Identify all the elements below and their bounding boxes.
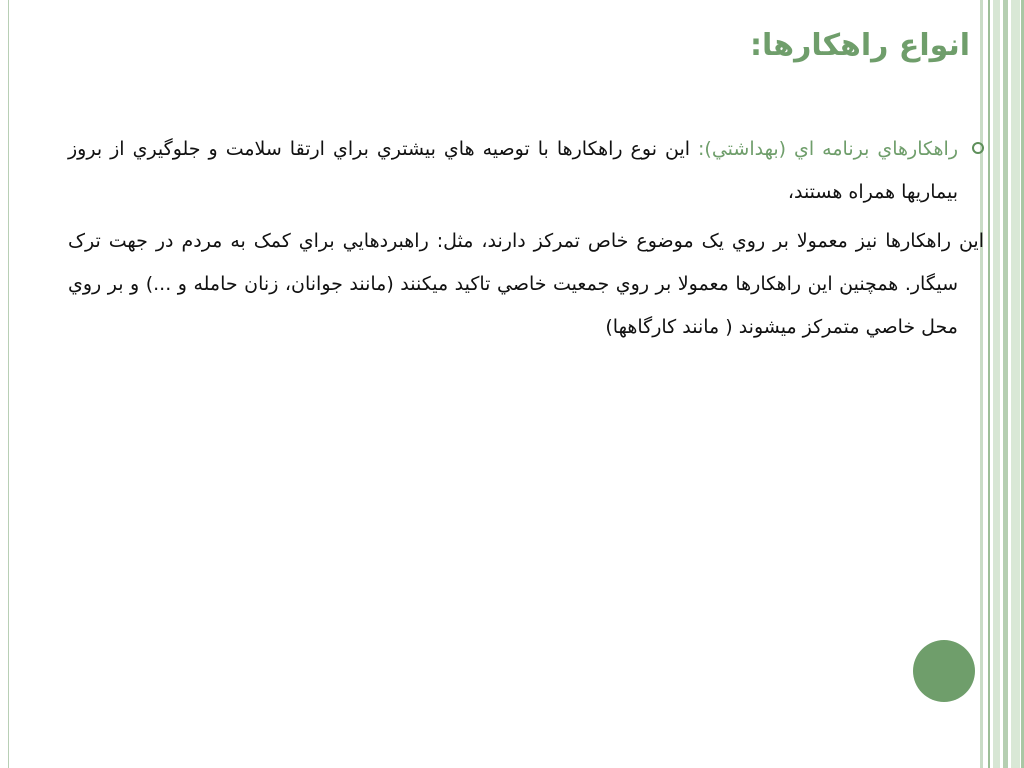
slide-title: انواع راهکارها: bbox=[750, 28, 970, 63]
circle-bullet-icon bbox=[972, 142, 984, 154]
stripe bbox=[980, 0, 983, 768]
body-paragraph: اين راهکارها نيز معمولا بر روي يک موضوع خاص تمرکز دارند، مثل: راهبردهايي براي کمک به مردم در جهت ترک سيگار. همچنين اين راهکارها معمولا بر روي جمعيت خاصي تاکيد ميکنند (مانند جوانان، زنان حامله و ...) و بر روي محل خاصي متمرکز ميشوند ( مانند کارگاهها) bbox=[68, 230, 984, 338]
bullet-text: اين نوع راهکارها با توصيه هاي بيشتري براي ارتقا سلامت و جلوگيري از بروز بيماريها همراه هستند، bbox=[68, 138, 958, 203]
left-frame-line bbox=[8, 0, 9, 768]
stripe bbox=[1011, 0, 1020, 768]
decorative-circle bbox=[913, 640, 975, 702]
stripe bbox=[988, 0, 990, 768]
slide-content bbox=[68, 128, 984, 349]
bullet-item bbox=[68, 128, 958, 214]
right-decorative-stripes bbox=[979, 0, 1024, 768]
stripe bbox=[1003, 0, 1008, 768]
stripe bbox=[993, 0, 1000, 768]
bullet-heading: راهکارهاي برنامه اي (بهداشتي): bbox=[698, 138, 958, 160]
